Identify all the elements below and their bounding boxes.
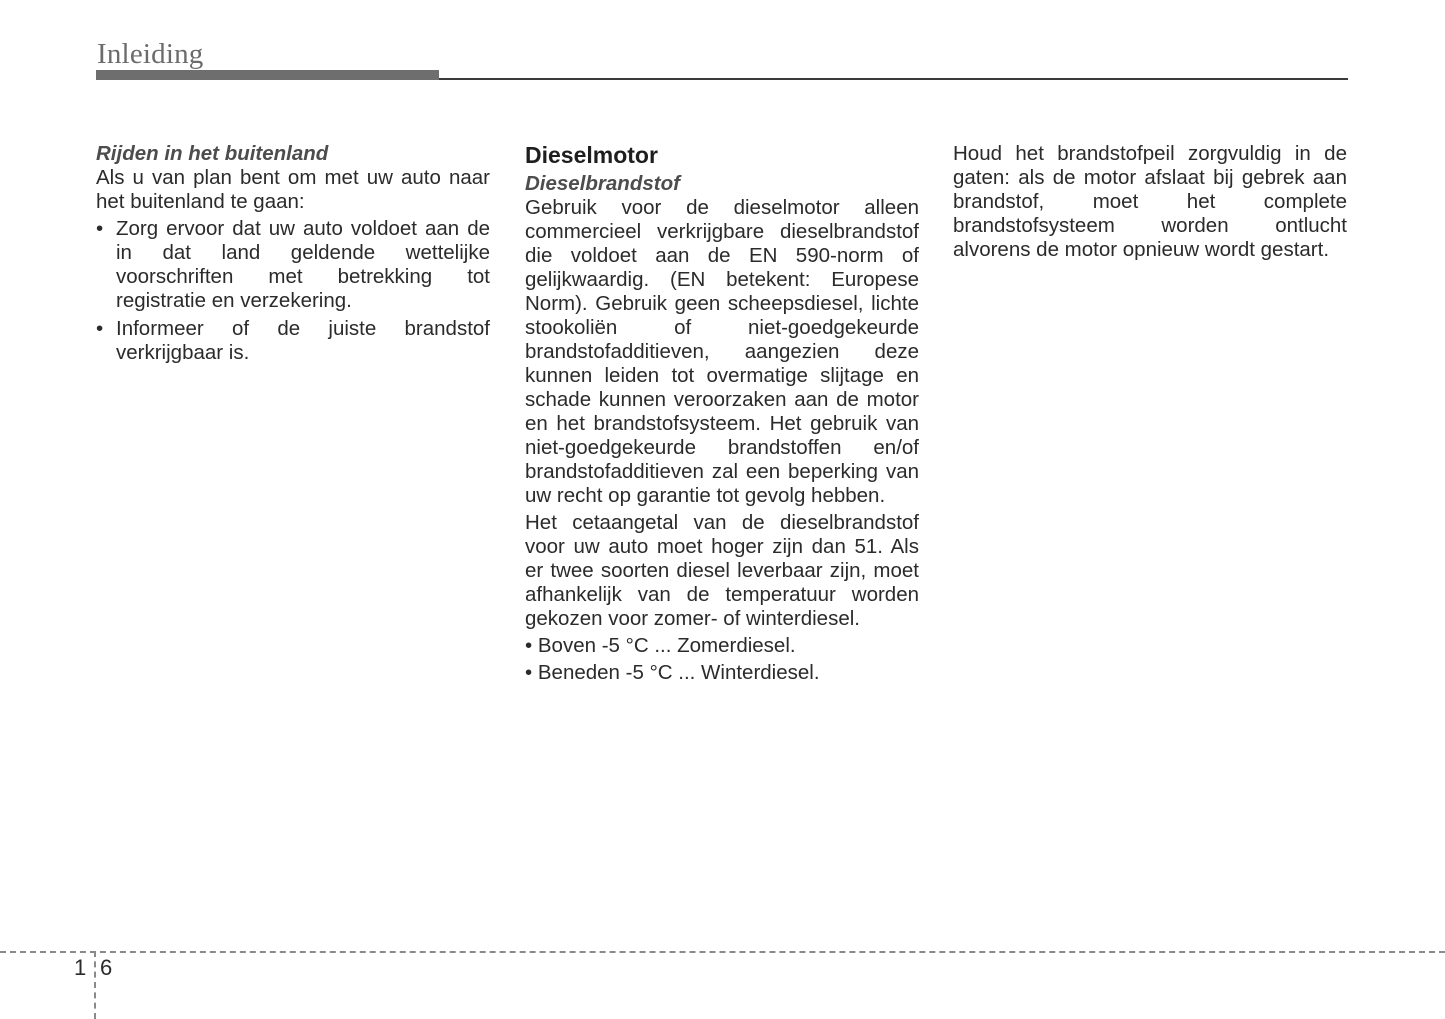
footer-dashed-divider [94, 951, 96, 1019]
subheading-diesel-fuel: Dieselbrandstof [525, 172, 680, 195]
bullet-icon: • [96, 217, 104, 240]
header-accent-bar [96, 70, 439, 80]
paragraph-cetane: Het cetaangetal van de dieselbrandstof voor uw auto moet hoger zijn dan 51. Als er twee soorten diesel leverbaar zijn, moet afhankelijk van de temperatuur worden gekozen voor zomer- of winterdiesel. [525, 511, 919, 630]
page-section-title: Inleiding [97, 38, 204, 70]
paragraph-fuel-requirements: Gebruik voor de dieselmotor alleen commercieel verkrijgbare dieselbrandstof die voldoet aan de EN 590-norm of gelijkwaardig. (EN betekent: Europese Norm). Gebruik geen scheepsdiesel, lichte stookoliën of niet-goedgekeurde brandstofadditieven, aangezien deze kunnen leiden tot overmatige slijtage en schade kunnen veroorzaken aan de motor en het brandstofsysteem. Het gebruik van niet-goedgekeurde brandstoffen en/of brandstofadditieven zal een beperking van uw recht op garantie tot gevolg hebben. [525, 196, 919, 507]
list-item-text: Informeer of de juiste brandstof verkrijgbaar is. [116, 317, 490, 364]
page-chapter-number: 1 [74, 955, 87, 980]
temperature-list [525, 634, 919, 685]
list-item-text: Zorg ervoor dat uw auto voldoet aan de in dat land geldende wettelijke voorschriften met betrekking tot registratie en verzekering. [116, 217, 490, 312]
column-right [953, 142, 1347, 262]
section-heading-dieselmotor: Dieselmotor [525, 142, 658, 168]
header-rule [439, 78, 1348, 80]
intro-paragraph: Als u van plan bent om met uw auto naar het buitenland te gaan: [96, 166, 490, 213]
list-item [96, 317, 490, 365]
list-item: • Beneden -5 °C ... Winterdiesel. [525, 661, 820, 684]
list-item: • Boven -5 °C ... Zomerdiesel. [525, 634, 796, 657]
bullet-list [96, 217, 490, 365]
subheading-driving-abroad: Rijden in het buitenland [96, 142, 329, 165]
footer-dashed-rule [0, 951, 1445, 953]
column-left [96, 142, 490, 369]
list-item [96, 217, 490, 313]
page-number: 6 [100, 955, 113, 980]
paragraph-fuel-level: Houd het brandstofpeil zorgvuldig in de gaten: als de motor afslaat bij gebrek aan brandstof, moet het complete brandstofsysteem worden ontlucht alvorens de motor opnieuw wordt gestart. [953, 142, 1347, 261]
bullet-icon: • [96, 317, 104, 340]
column-middle [525, 142, 919, 688]
